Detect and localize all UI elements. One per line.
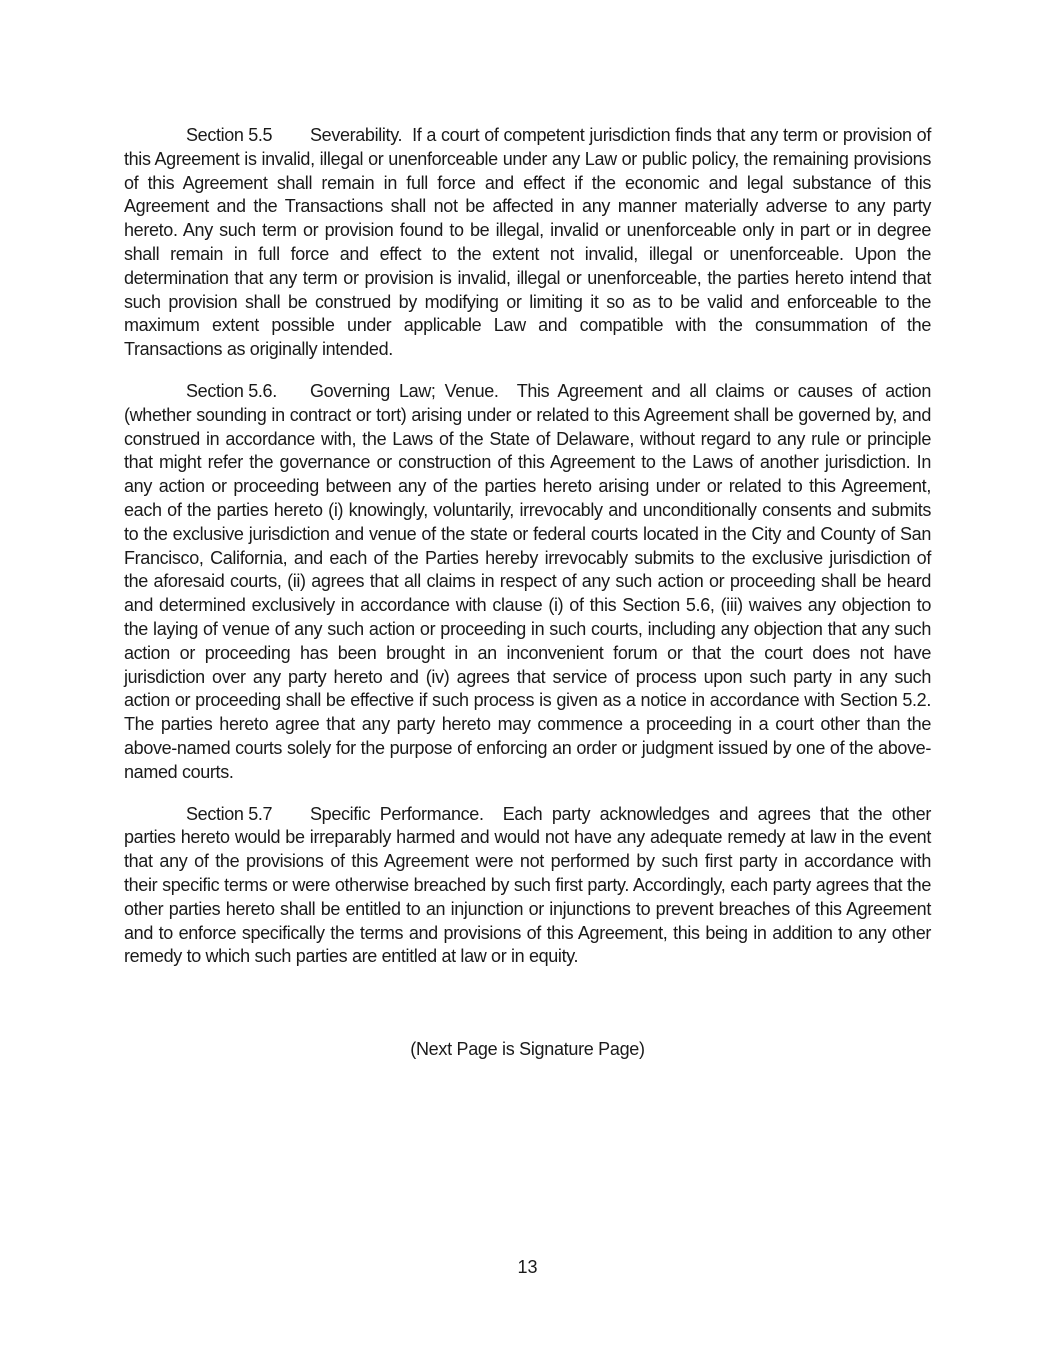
section-5-6 [124, 380, 931, 785]
section-text: If a court of competent jurisdiction finds that any term or provision of this Agreement is invalid, illegal or unenforceable under any Law or public policy, the remaining provisions of this Agreement shall remain in full force and effect if the economic and legal substance of this Agreement and the Transactions shall not be affected in any manner materially adverse to any party hereto. Any such term or provision found to be illegal, invalid or unenforceable only in part or in degree shall remain in full force and effect to the extent not invalid, illegal or unenforceable. Upon the determination that any term or provision is invalid, illegal or unenforceable, the parties hereto intend that such provision shall be construed by modifying or limiting it so as to be valid and enforceable to the maximum extent possible under applicable Law and compatible with the consummation of the Transactions as originally intended. [124, 125, 931, 360]
section-5-5 [124, 124, 931, 362]
section-5-7 [124, 803, 931, 970]
page-number: 13 [517, 1257, 538, 1277]
section-number: Section 5.7 [186, 803, 273, 824]
section-text: Each party acknowledges and agrees that the other parties hereto would be irreparably harmed and would not have any adequate remedy at law in the event that any of the provisions of this Agreement were not performed by such first party in accordance with their specific terms or were otherwise breached by such first party. Accordingly, each party agrees that the other parties hereto shall be entitled to an injunction or injunctions to prevent breaches of this Agreement and to enforce specifically the terms and provisions of this Agreement, this being in addition to any other remedy to which such parties are entitled at law or in equity. [124, 803, 931, 967]
section-heading: Severability. [310, 125, 403, 145]
section-text: This Agreement and all claims or causes of action (whether sounding in contract or tort) arising under or related to this Agreement shall be governed by, and construed in accordance with, the Laws of the State of Delaware, without regard to any rule or principle that might refer the governance or construction of this Agreement to the Laws of another jurisdiction. In any action or proceeding between any of the parties hereto arising under or related to this Agreement, each of the parties hereto (i) knowingly, voluntarily, irrevocably and unconditionally consents and submits to the exclusive jurisdiction and venue of the state or federal courts located in the City and County of San Francisco, California, and each of the Parties hereby irrevocably submits to the exclusive jurisdiction of the aforesaid courts, (ii) agrees that all claims in respect of any such action or proceeding shall be heard and determined exclusively in accordance with clause (i) of this Section 5.6, (iii) waives any objection to the laying of venue of any such action or proceeding in such courts, including any objection that any such action or proceeding has been brought in an inconvenient forum or that the court does not have jurisdiction over any party hereto and (iv) agrees that service of process upon such party in any such action or proceeding shall be effective if such process is given as a notice in accordance with Section 5.2. The parties hereto agree that any party hereto may commence a proceeding in a court other than the above-named courts solely for the purpose of enforcing an order or judgment issued by one of the above-named courts. [124, 380, 932, 782]
document-body [124, 124, 931, 987]
next-page-note: (Next Page is Signature Page) [410, 1039, 645, 1059]
section-number: Section 5.6. [186, 380, 277, 401]
section-heading: Governing Law; Venue. [310, 380, 499, 401]
section-heading: Specific Performance. [310, 803, 484, 824]
section-number: Section 5.5 [186, 125, 273, 145]
